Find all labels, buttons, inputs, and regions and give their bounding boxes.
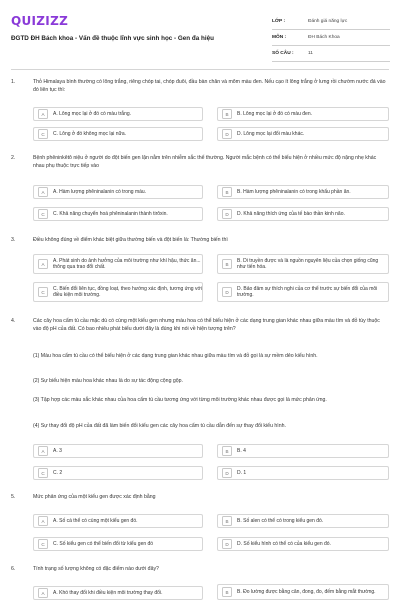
question-number: 4. bbox=[11, 318, 16, 324]
quizizz-logo: QUIZIZZ bbox=[11, 14, 69, 28]
option-b[interactable] bbox=[217, 107, 389, 121]
option-a[interactable] bbox=[33, 444, 203, 458]
option-letter-b: B bbox=[222, 446, 232, 456]
option-c[interactable] bbox=[33, 537, 203, 551]
question-number: 2. bbox=[11, 155, 16, 161]
option-a[interactable] bbox=[33, 586, 203, 600]
option-b[interactable] bbox=[217, 514, 389, 528]
option-d[interactable] bbox=[217, 207, 389, 221]
option-text: C. Lông ở đó không mọc lại nữa. bbox=[53, 130, 127, 137]
option-d[interactable] bbox=[217, 282, 389, 302]
option-letter-b: B bbox=[222, 516, 232, 526]
option-letter-d: D bbox=[222, 209, 232, 219]
option-letter-d: D bbox=[222, 539, 232, 549]
option-b[interactable] bbox=[217, 254, 389, 274]
meta-row-class bbox=[272, 14, 390, 30]
question-number: 3. bbox=[11, 237, 16, 243]
question-text: Các cây hoa cẩm tú cầu mặc dù có cùng một kiểu gen nhưng màu hoa có thể biểu hiện ở các dạng trung gian khác nhau giữa màu tím và đỏ tùy thuộc vào độ pH của đất. Có bao nhiêu phát biểu dưới đây là đúng khi nói về hiện tượng trên? bbox=[33, 318, 380, 332]
statement-4: (4) Sự thay đổi độ pH của đất đã làm biến đổi kiểu gen các cây hoa cẩm tú cầu dẫn đến sự thay đổi kiểu hình. bbox=[33, 423, 286, 429]
meta-label: LỚP : bbox=[272, 19, 286, 24]
option-a[interactable] bbox=[33, 185, 203, 199]
option-letter-c: C bbox=[38, 539, 48, 549]
meta-label: MÔN : bbox=[272, 35, 287, 40]
option-text: D. 1 bbox=[237, 469, 247, 476]
option-letter-d: D bbox=[222, 129, 232, 139]
meta-value: Đánh giá năng lực bbox=[308, 19, 348, 24]
option-text: B. 4 bbox=[237, 447, 246, 454]
option-d[interactable] bbox=[217, 466, 389, 480]
meta-row-subject bbox=[272, 30, 390, 46]
option-letter-c: C bbox=[38, 129, 48, 139]
option-b[interactable] bbox=[217, 444, 389, 458]
question-text: Bệnh phêninkêtô niệu ở người do đột biến gen lặn nằm trên nhiễm sắc thể thường. Người mắc bệnh có thể biểu hiện ở nhiều mức độ nặng nhẹ khác nhau phụ thuộc trực tiếp vào bbox=[33, 155, 377, 169]
option-letter-a: A bbox=[38, 187, 48, 197]
statement-2: (2) Sự biểu hiện màu hoa khác nhau là do sự tác động cộng gộp. bbox=[33, 378, 183, 384]
option-c[interactable] bbox=[33, 282, 203, 302]
option-b[interactable] bbox=[217, 185, 389, 199]
question-number: 1. bbox=[11, 79, 16, 85]
option-text: D. Khả năng thích ứng của tế bào thần kinh não. bbox=[237, 210, 345, 217]
option-a[interactable] bbox=[33, 254, 203, 274]
option-text: C. 2 bbox=[53, 469, 63, 476]
question-text: Điều không đúng về điểm khác biệt giữa thường biến và đột biến là: Thường biến thì bbox=[33, 237, 228, 243]
option-text: A. Lông mọc lại ở đó có màu trắng. bbox=[53, 110, 132, 117]
option-d[interactable] bbox=[217, 127, 389, 141]
option-c[interactable] bbox=[33, 466, 203, 480]
option-letter-d: D bbox=[222, 287, 232, 297]
option-text: B. Đo lường được bằng cân, đong, đo, đếm bằng mắt thường. bbox=[237, 588, 376, 595]
option-letter-d: D bbox=[222, 468, 232, 478]
option-text: C. Biến đổi liên tục, đồng loạt, theo hướng xác định, tương ứng với điều kiện môi trường. bbox=[53, 285, 202, 298]
option-c[interactable] bbox=[33, 127, 203, 141]
option-letter-c: C bbox=[38, 468, 48, 478]
question-number: 6. bbox=[11, 566, 16, 572]
option-text: A. Số cá thể có cùng một kiểu gen đó. bbox=[53, 517, 138, 524]
option-text: B. Di truyền được và là nguồn nguyên liệu của chọn giống cũng như tiến hóa. bbox=[237, 257, 379, 270]
option-letter-b: B bbox=[222, 109, 232, 119]
option-text: A. Khó thay đổi khi điều kiện môi trường thay đổi. bbox=[53, 589, 163, 596]
question-text: Tính trạng số lượng không có đặc điểm nào dưới đây? bbox=[33, 566, 159, 572]
question-number: 5. bbox=[11, 494, 16, 500]
option-b[interactable] bbox=[217, 584, 389, 600]
meta-row-count bbox=[272, 46, 390, 62]
option-text: B. Lông mọc lại ở đó có màu đen. bbox=[237, 110, 312, 117]
option-c[interactable] bbox=[33, 207, 203, 221]
option-letter-a: A bbox=[38, 516, 48, 526]
worksheet-title: ĐGTD ĐH Bách khoa - Vấn đề thuộc lĩnh vực sinh học - Gen đa hiệu bbox=[11, 35, 214, 42]
option-letter-a: A bbox=[38, 588, 48, 598]
option-text: A. 3 bbox=[53, 447, 62, 454]
option-a[interactable] bbox=[33, 107, 203, 121]
option-letter-c: C bbox=[38, 209, 48, 219]
meta-label: SỐ CÂU : bbox=[272, 51, 294, 56]
option-d[interactable] bbox=[217, 537, 389, 551]
meta-value: 11 bbox=[308, 51, 313, 56]
option-letter-a: A bbox=[38, 446, 48, 456]
statement-1: (1) Màu hoa cẩm tú cầu có thể biểu hiện ở các dạng trung gian khác nhau giữa màu tím và đỏ gọi là sự mềm dẻo kiểu hình. bbox=[33, 353, 318, 359]
option-text: C. Khả năng chuyển hoá phêninalanin thành tirôxin. bbox=[53, 210, 168, 217]
option-letter-a: A bbox=[38, 109, 48, 119]
option-letter-b: B bbox=[222, 187, 232, 197]
meta-value: ĐH Bách Khoa bbox=[308, 35, 340, 40]
meta-table bbox=[272, 14, 390, 62]
option-letter-c: C bbox=[38, 287, 48, 297]
statement-3: (3) Tập hợp các màu sắc khác nhau của hoa cẩm tú cầu tương ứng với từng môi trường khác nhau được gọi là mức phản ứng. bbox=[33, 397, 327, 403]
option-text: D. Lông mọc lại đổi màu khác. bbox=[237, 130, 305, 137]
option-text: D. Số kiểu hình có thể có của kiểu gen đó. bbox=[237, 540, 331, 547]
option-letter-a: A bbox=[38, 259, 48, 269]
option-text: A. Phát sinh do ảnh hưởng của môi trường như khí hậu, thức ăn... thông qua trao đổi chất. bbox=[53, 257, 201, 270]
option-text: C. Số kiểu gen có thể biến đổi từ kiểu gen đó bbox=[53, 540, 154, 547]
option-letter-b: B bbox=[222, 259, 232, 269]
header-divider bbox=[11, 69, 389, 70]
question-text: Mức phản ứng của một kiểu gen được xác định bằng bbox=[33, 494, 156, 500]
option-text: B. Số alen có thể có trong kiểu gen đó. bbox=[237, 517, 324, 524]
option-text: A. Hàm lượng phêninalanin có trong máu. bbox=[53, 188, 147, 195]
option-letter-b: B bbox=[222, 587, 232, 597]
question-text: Thỏ Himalaya bình thường có lông trắng, riêng chóp tai, chóp đuôi, đầu bàn chân và mõm màu đen. Nếu cạo ít lông trắng ở lưng rồi chườm nước đá vào đó liên tục thì: bbox=[33, 79, 386, 93]
option-a[interactable] bbox=[33, 514, 203, 528]
option-text: D. Bảo đảm sự thích nghi của cơ thể trước sự biến đổi của môi trường. bbox=[237, 285, 378, 298]
option-text: B. Hàm lượng phêninalanin có trong khẩu phần ăn. bbox=[237, 188, 351, 195]
